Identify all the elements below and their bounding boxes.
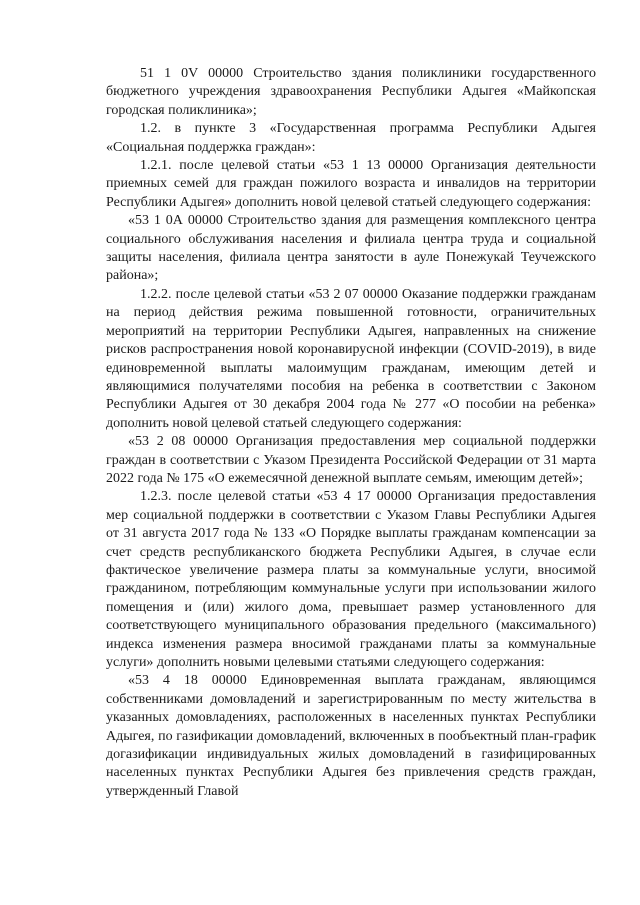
paragraph-gasification-payment: «53 4 18 00000 Единовременная выплата гражданам, являющимся собственниками домовладений и зарегистрированным по месту жительства в указанных домовладениях, расположенных в населенных пунктах Республики Адыгея, по газификации домовладений, включенных в пообъектный план-график догазификации индивидуальных жилых домовладений в газифицированных населенных пунктах Республики Адыгея без привлечения средств граждан, утвержденный Главой bbox=[106, 673, 596, 799]
paragraph-social-center: «53 1 0А 00000 Строительство здания для размещения комплексного центра социального обслуживания населения и филиала центра труда и социальной защиты населения, филиала центра занятости в ауле Понежукай Теучежского района»; bbox=[106, 213, 596, 284]
paragraph-point-1-2-3: 1.2.3. после целевой статьи «53 4 17 00000 Организация предоставления мер социальной поддержки в соответствии с Указом Главы Республики Адыгея от 31 августа 2017 года № 133 «О Порядке выплаты гражданам компенсации за счет средств республиканского бюджета Республики Адыгея, в случае если фактическое увеличение размера платы за коммунальные услуги, вносимой гражданином, потребляющим коммунальные услуги при использовании жилого помещения и (или) жилого дома, превышает размер установленного для соответствующего муниципального образования предельного (максимального) индекса изменения размера вносимой гражданами платы за коммунальные услуги» дополнить новыми целевыми статьями следующего содержания: bbox=[106, 489, 596, 670]
paragraph-polyclinic-construction: 51 1 0V 00000 Строительство здания поликлиники государственного бюджетного учреждения здравоохранения Республики Адыгея «Майкопская городская поликлиника»; bbox=[106, 66, 596, 118]
paragraph-point-1-2-1: 1.2.1. после целевой статьи «53 1 13 00000 Организация деятельности приемных семей для граждан пожилого возраста и инвалидов на территории Республики Адыгея» дополнить новой целевой статьей следующего содержания: bbox=[106, 158, 596, 210]
paragraph-presidential-decree: «53 2 08 00000 Организация предоставления мер социальной поддержки граждан в соответствии с Указом Президента Российской Федерации от 31 марта 2022 года № 175 «О ежемесячной денежной выплате семьям, имеющим детей»; bbox=[106, 434, 596, 486]
document-body bbox=[106, 65, 596, 801]
paragraph-point-1-2-2: 1.2.2. после целевой статьи «53 2 07 00000 Оказание поддержки гражданам на период действия режима повышенной готовности, ограничительных мероприятий на территории Республики Адыгея, направленных на снижение рисков распространения новой коронавирусной инфекции (COVID-2019), в виде единовременной выплаты малоимущим гражданам, имеющим детей и являющимися получателями пособия на ребенка в соответствии с Законом Республики Адыгея от 30 декабря 2004 года № 277 «О пособии на ребенка» дополнить новой целевой статьей следующего содержания: bbox=[106, 286, 596, 431]
paragraph-point-1-2: 1.2. в пункте 3 «Государственная программа Республики Адыгея «Социальная поддержка граждан»: bbox=[106, 121, 596, 155]
